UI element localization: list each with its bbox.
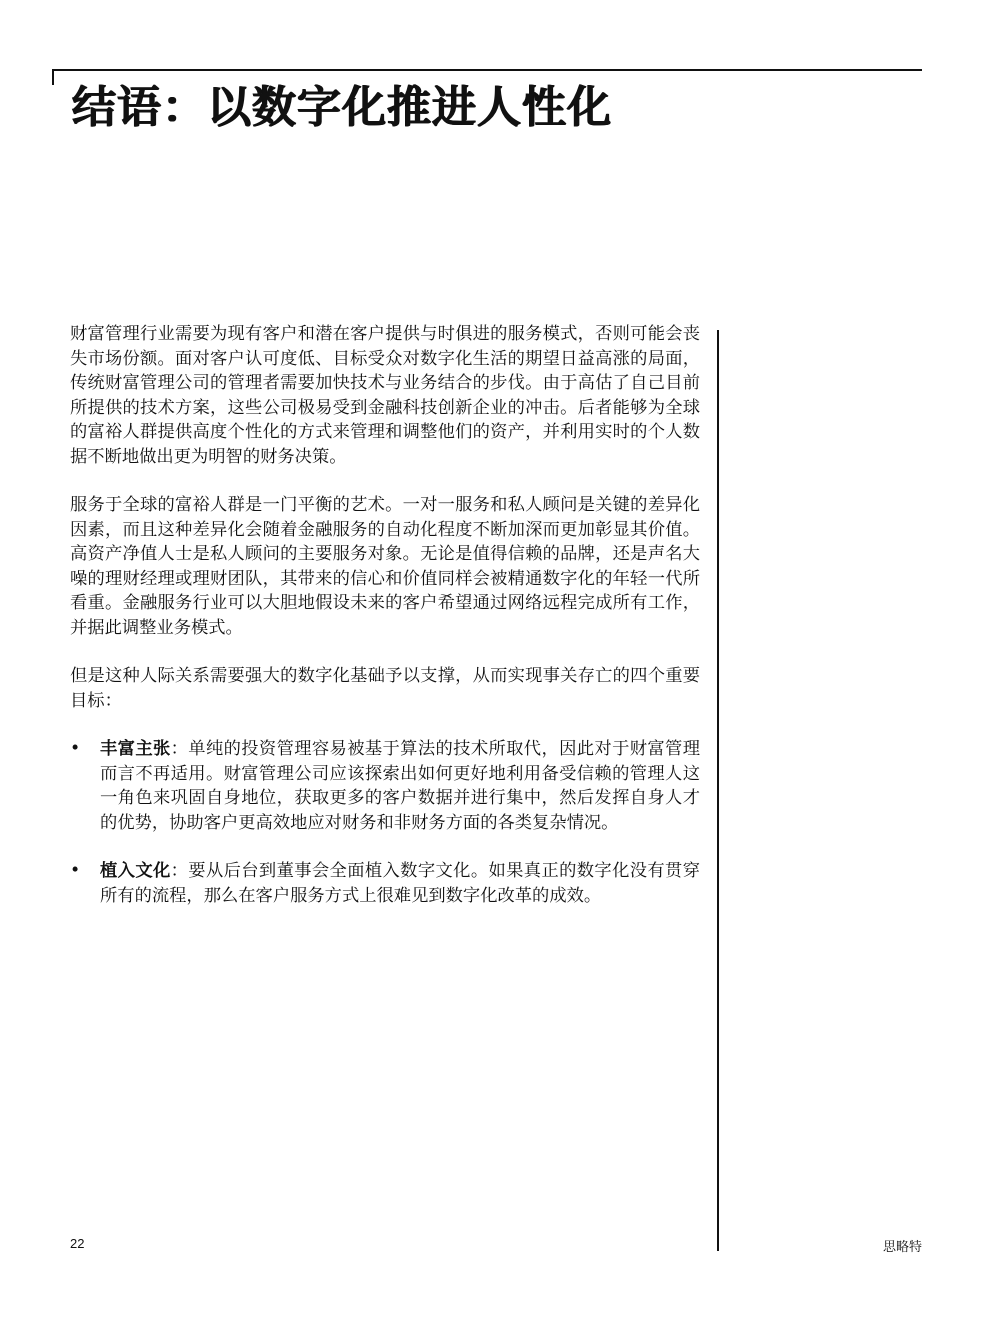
- header-rule-tick: [52, 69, 54, 85]
- list-item: [70, 737, 700, 835]
- paragraph-intro: 财富管理行业需要为现有客户和潜在客户提供与时俱进的服务模式，否则可能会丧失市场份额。面对客户认可度低、目标受众对数字化生活的期望日益高涨的局面，传统财富管理公司的管理者需要加快技术与业务结合的步伐。由于高估了自己目前所提供的技术方案，这些公司极易受到金融科技创新企业的冲击。后者能够为全球的富裕人群提供高度个性化的方式来管理和调整他们的资产，并利用实时的个人数据不断地做出更为明智的财务决策。: [70, 324, 700, 467]
- header-rule: [52, 69, 922, 71]
- bullet-text: ：单纯的投资管理容易被基于算法的技术所取代，因此对于财富管理而言不再适用。财富管理公司应该探索出如何更好地利用备受信赖的管理人这一角色来巩固自身地位，获取更多的客户数据并进行集中，然后发挥自身人才的优势，协助客户更高效地应对财务和非财务方面的各类复杂情况。: [100, 739, 700, 833]
- bullet-text: ：要从后台到董事会全面植入数字文化。如果真正的数字化没有贯穿所有的流程，那么在客户服务方式上很难见到数字化改革的成效。: [100, 861, 700, 906]
- bullet-marker: •: [70, 861, 81, 881]
- paragraph-affluent-service: 服务于全球的富裕人群是一门平衡的艺术。一对一服务和私人顾问是关键的差异化因素，而且这种差异化会随着金融服务的自动化程度不断加深而更加彰显其价值。高资产净值人士是私人顾问的主要服务对象。无论是值得信赖的品牌，还是声名大噪的理财经理或理财团队，其带来的信心和价值同样会被精通数字化的年轻一代所看重。金融服务行业可以大胆地假设未来的客户希望通过网络远程完成所有工作，并据此调整业务模式。: [70, 495, 700, 638]
- bullet-term: 植入文化: [100, 861, 171, 881]
- page-number: 22: [70, 1236, 85, 1251]
- list-item: [70, 859, 700, 908]
- goals-list: [70, 737, 700, 908]
- body-text: [70, 322, 700, 932]
- column-divider: [717, 330, 719, 1251]
- bullet-term: 丰富主张: [100, 739, 171, 759]
- paragraph-goals-intro: 但是这种人际关系需要强大的数字化基础予以支撑，从而实现事关存亡的四个重要目标：: [70, 666, 700, 711]
- brand-name: 思略特: [882, 1240, 922, 1255]
- page-title: 结语：以数字化推进人性化: [72, 82, 612, 133]
- bullet-marker: •: [70, 739, 81, 759]
